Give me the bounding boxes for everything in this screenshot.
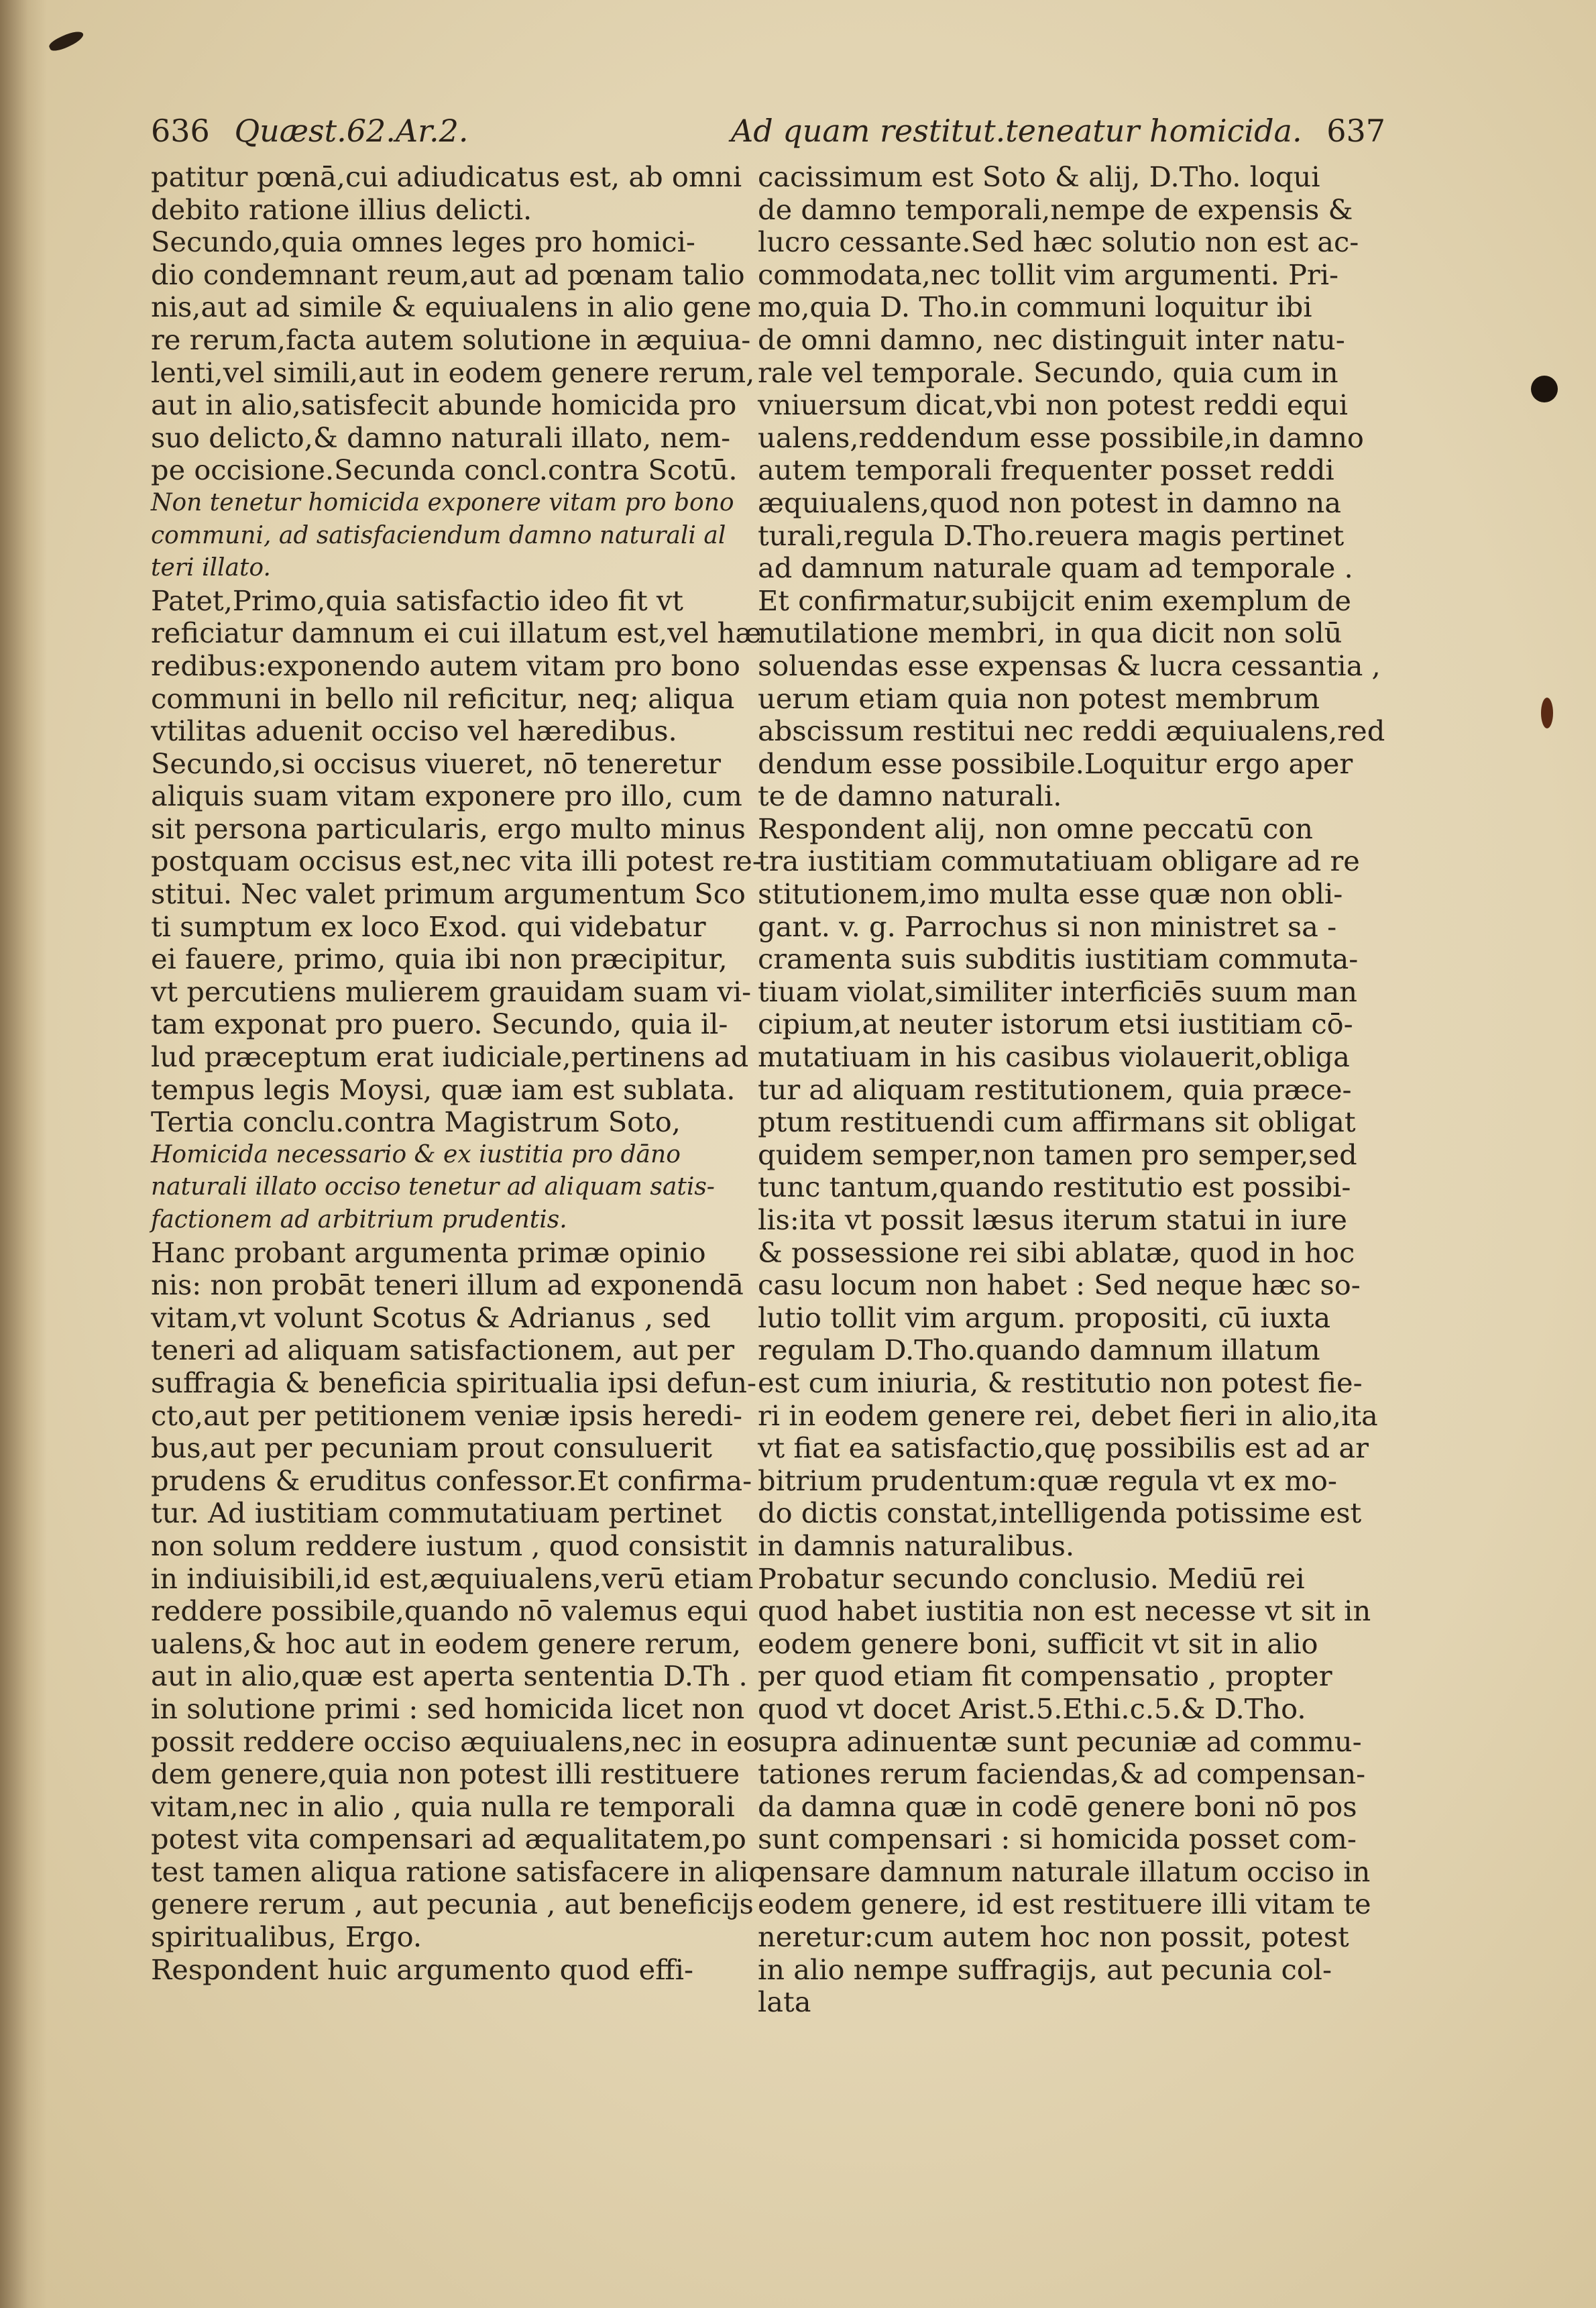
text-line: tam exponat pro puero. Secundo, quia il- <box>151 1007 728 1041</box>
text-line: vitam,nec in alio , quia nulla re temporali <box>151 1790 735 1823</box>
text-line: in solutione primi : sed homicida licet non <box>151 1692 745 1725</box>
text-line: dem genere,quia non potest illi restituere <box>151 1757 740 1791</box>
text-line: mutatiuam in his casibus violauerit,obliga <box>758 1040 1350 1074</box>
text-line: Patet,Primo,quia satisfactio ideo fit vt <box>151 584 683 617</box>
text-line: suffragia & beneficia spiritualia ipsi defun- <box>151 1366 756 1399</box>
text-line: sit persona particularis, ergo multo minus <box>151 812 746 845</box>
text-line: casu locum non habet : Sed neque hæc so- <box>758 1268 1361 1302</box>
text-line: patitur pœnā,cui adiudicatus est, ab omni <box>151 160 742 193</box>
text-line: soluendas esse expensas & lucra cessantia , <box>758 649 1381 682</box>
text-line: Secundo,si occisus viueret, nō teneretur <box>151 747 721 780</box>
text-line: in alio nempe suffragijs, aut pecunia col- <box>758 1953 1332 1986</box>
text-line: reficiatur damnum ei cui illatum est,vel hæ <box>151 616 762 650</box>
left-header <box>151 113 469 160</box>
text-line: per quod etiam fit compensatio , propter <box>758 1659 1332 1693</box>
text-line: da damna quæ in codē genere boni nō pos <box>758 1790 1357 1823</box>
text-line: potest vita compensari ad æqualitatem,po <box>151 1822 746 1856</box>
text-line: bitrium prudentum:quæ regula vt ex mo- <box>758 1464 1337 1497</box>
text-line: factionem ad arbitrium prudentis. <box>151 1206 567 1233</box>
text-line: dendum esse possibile.Loquitur ergo aper <box>758 747 1353 780</box>
text-line: tunc tantum,quando restitutio est possibi- <box>758 1170 1351 1204</box>
text-line: naturali illato occiso tenetur ad aliquam satis- <box>151 1173 715 1201</box>
text-line: non solum reddere iustum , quod consistit <box>151 1529 748 1562</box>
text-line: tationes rerum faciendas,& ad compensan- <box>758 1757 1366 1791</box>
text-line: ti sumptum ex loco Exod. qui videbatur <box>151 910 706 943</box>
text-line: pensare damnum naturale illatum occiso in <box>758 1855 1371 1888</box>
text-line: cto,aut per petitionem veniæ ipsis heredi- <box>151 1398 743 1432</box>
text-line: turali,regula D.Tho.reuera magis pertinet <box>758 518 1345 552</box>
text-line: rale vel temporale. Secundo, quia cum in <box>758 355 1338 389</box>
text-line: tur. Ad iustitiam commutatiuam pertinet <box>151 1496 722 1530</box>
text-line: vt fiat ea satisfactio,quę possibilis est ad ar <box>758 1431 1369 1465</box>
text-line: ad damnum naturale quam ad temporale . <box>758 551 1353 585</box>
text-line: quidem semper,non tamen pro semper,sed <box>758 1138 1357 1171</box>
text-line: nis,aut ad simile & equiualens in alio gene <box>151 290 752 324</box>
left-text-column <box>151 160 766 1986</box>
text-line: tiuam violat,similiter interficiēs suum man <box>758 975 1357 1008</box>
text-line: Hanc probant argumenta primæ opinio <box>151 1235 706 1269</box>
text-line: gant. v. g. Parrochus si non ministret sa - <box>758 910 1337 943</box>
text-line: nis: non probāt teneri illum ad exponendā <box>151 1268 744 1302</box>
text-line: dio condemnant reum,aut ad pœnam talio <box>151 258 745 291</box>
text-line: bus,aut per pecuniam prout consuluerit <box>151 1431 712 1465</box>
ink-blot-icon <box>1531 376 1558 402</box>
text-line: lis:ita vt possit læsus iterum statui in iure <box>758 1203 1347 1236</box>
text-line: communi in bello nil reficitur, neq; aliqua <box>151 681 735 715</box>
text-line: reddere possibile,quando nō valemus equi <box>151 1594 748 1628</box>
text-line: quod vt docet Arist.5.Ethi.c.5.& D.Tho. <box>758 1692 1306 1725</box>
text-line: aut in alio,satisfecit abunde homicida pro <box>151 388 737 422</box>
text-line: lud præceptum erat iudiciale,pertinens ad <box>151 1040 749 1074</box>
text-line: autem temporali frequenter posset reddi <box>758 453 1334 487</box>
text-line: aut in alio,quæ est aperta sententia D.Th . <box>151 1659 748 1693</box>
text-line: mo,quia D. Tho.in communi loquitur ibi <box>758 290 1312 324</box>
text-line: aliquis suam vitam exponere pro illo, cum <box>151 779 742 813</box>
text-line: lenti,vel simili,aut in eodem genere rerum, <box>151 355 755 389</box>
text-line: est cum iniuria, & restitutio non potest fie- <box>758 1366 1363 1399</box>
text-line: uerum etiam quia non potest membrum <box>758 681 1320 715</box>
text-line: redibus:exponendo autem vitam pro bono <box>151 649 740 682</box>
text-line: teri illato. <box>151 554 271 582</box>
text-line: teneri ad aliquam satisfactionem, aut per <box>151 1333 735 1367</box>
stain-mark-icon <box>1541 698 1553 728</box>
text-line: spiritualibus, Ergo. <box>151 1920 422 1954</box>
text-line: quod habet iustitia non est necesse vt sit in <box>758 1594 1371 1628</box>
text-line: postquam occisus est,nec vita illi potest re- <box>151 844 762 878</box>
text-line: stitui. Nec valet primum argumentum Sco <box>151 877 746 911</box>
text-line: tur ad aliquam restitutionem, quia præce- <box>758 1073 1352 1106</box>
text-line: vtilitas aduenit occiso vel hæredibus. <box>151 714 677 748</box>
text-line: eodem genere boni, sufficit vt sit in alio <box>758 1627 1318 1660</box>
left-page-number: 636 <box>151 113 210 149</box>
text-line: Tertia conclu.contra Magistrum Soto, <box>151 1105 681 1139</box>
text-line: te de damno naturali. <box>758 779 1062 813</box>
binding-gutter <box>0 0 47 2308</box>
text-line: genere rerum , aut pecunia , aut beneficijs <box>151 1887 754 1921</box>
text-line: pe occisione.Secunda concl.contra Scotū. <box>151 453 738 487</box>
text-line: stitutionem,imo multa esse quæ non obli- <box>758 877 1343 911</box>
text-line: debito ratione illius delicti. <box>151 193 532 226</box>
text-line: do dictis constat,intelligenda potissime est <box>758 1496 1362 1530</box>
text-line: cramenta suis subditis iustitiam commuta- <box>758 942 1359 976</box>
text-line: eodem genere, id est restituere illi vitam te <box>758 1887 1371 1921</box>
text-line: de omni damno, nec distinguit inter natu- <box>758 323 1345 356</box>
right-running-title: Ad quam restitut.teneatur homicida. <box>731 113 1302 149</box>
right-text-column <box>758 160 1385 2019</box>
text-line: mutilatione membri, in qua dicit non solū <box>758 616 1343 650</box>
text-line: ri in eodem genere rei, debet fieri in alio,ita <box>758 1398 1378 1432</box>
text-line: test tamen aliqua ratione satisfacere in alio <box>151 1855 766 1888</box>
text-line: sunt compensari : si homicida posset com- <box>758 1822 1357 1856</box>
text-line: cipium,at neuter istorum etsi iustitiam cō- <box>758 1007 1353 1041</box>
right-page-number: 637 <box>1326 113 1386 149</box>
text-line: Secundo,quia omnes leges pro homici- <box>151 225 695 259</box>
text-line: Et confirmatur,subijcit enim exemplum de <box>758 584 1351 617</box>
text-line: suo delicto,& damno naturali illato, nem- <box>151 421 731 454</box>
text-line: ualens,& hoc aut in eodem genere rerum, <box>151 1627 742 1660</box>
text-line: ualens,reddendum esse possibile,in damno <box>758 421 1364 454</box>
text-line: ptum restituendi cum affirmans sit obligat <box>758 1105 1356 1139</box>
text-line: de damno temporali,nempe de expensis & <box>758 193 1353 226</box>
text-line: ei fauere, primo, quia ibi non præcipitur, <box>151 942 728 976</box>
left-running-title: Quæst.62.Ar.2. <box>234 113 469 149</box>
text-line: tra iustitiam commutatiuam obligare ad re <box>758 844 1360 878</box>
text-line: Non tenetur homicida exponere vitam pro bono <box>151 488 734 516</box>
text-line: vt percutiens mulierem grauidam suam vi- <box>151 975 752 1008</box>
text-line: commodata,nec tollit vim argumenti. Pri- <box>758 258 1339 291</box>
text-line: possit reddere occiso æquiualens,nec in eo <box>151 1724 760 1758</box>
text-line: supra adinuentæ sunt pecuniæ ad commu- <box>758 1724 1362 1758</box>
text-line: abscissum restitui nec reddi æquiualens,red <box>758 714 1385 748</box>
right-header <box>731 113 1385 160</box>
text-line: lucro cessante.Sed hæc solutio non est ac- <box>758 225 1359 259</box>
text-line: vitam,vt volunt Scotus & Adrianus , sed <box>151 1301 711 1334</box>
text-line: tempus legis Moysi, quæ iam est sublata. <box>151 1073 736 1106</box>
text-line: neretur:cum autem hoc non possit, potest <box>758 1920 1349 1954</box>
text-line: prudens & eruditus confessor.Et confirma- <box>151 1464 752 1497</box>
text-line: cacissimum est Soto & alij, D.Tho. loqui <box>758 160 1320 193</box>
text-line: Respondent huic argumento quod effi- <box>151 1953 694 1986</box>
text-line: in damnis naturalibus. <box>758 1529 1075 1562</box>
ink-stain-icon <box>48 28 86 54</box>
text-line: communi, ad satisfaciendum damno naturali al <box>151 521 726 549</box>
text-line: lutio tollit vim argum. propositi, cū iuxta <box>758 1301 1331 1334</box>
text-line: in indiuisibili,id est,æquiualens,verū etiam <box>151 1561 754 1595</box>
text-line: æquiualens,quod non potest in damno na <box>758 486 1341 519</box>
text-line: vniuersum dicat,vbi non potest reddi equi <box>758 388 1349 422</box>
text-line: regulam D.Tho.quando damnum illatum <box>758 1333 1320 1367</box>
text-line: lata <box>758 1985 811 2019</box>
text-line: Respondent alij, non omne peccatū con <box>758 812 1313 845</box>
text-line: & possessione rei sibi ablatæ, quod in hoc <box>758 1235 1355 1269</box>
text-line: Probatur secundo conclusio. Mediū rei <box>758 1561 1305 1595</box>
text-line: re rerum,facta autem solutione in æquiua- <box>151 323 751 356</box>
text-line: Homicida necessario & ex iustitia pro dāno <box>151 1140 681 1168</box>
